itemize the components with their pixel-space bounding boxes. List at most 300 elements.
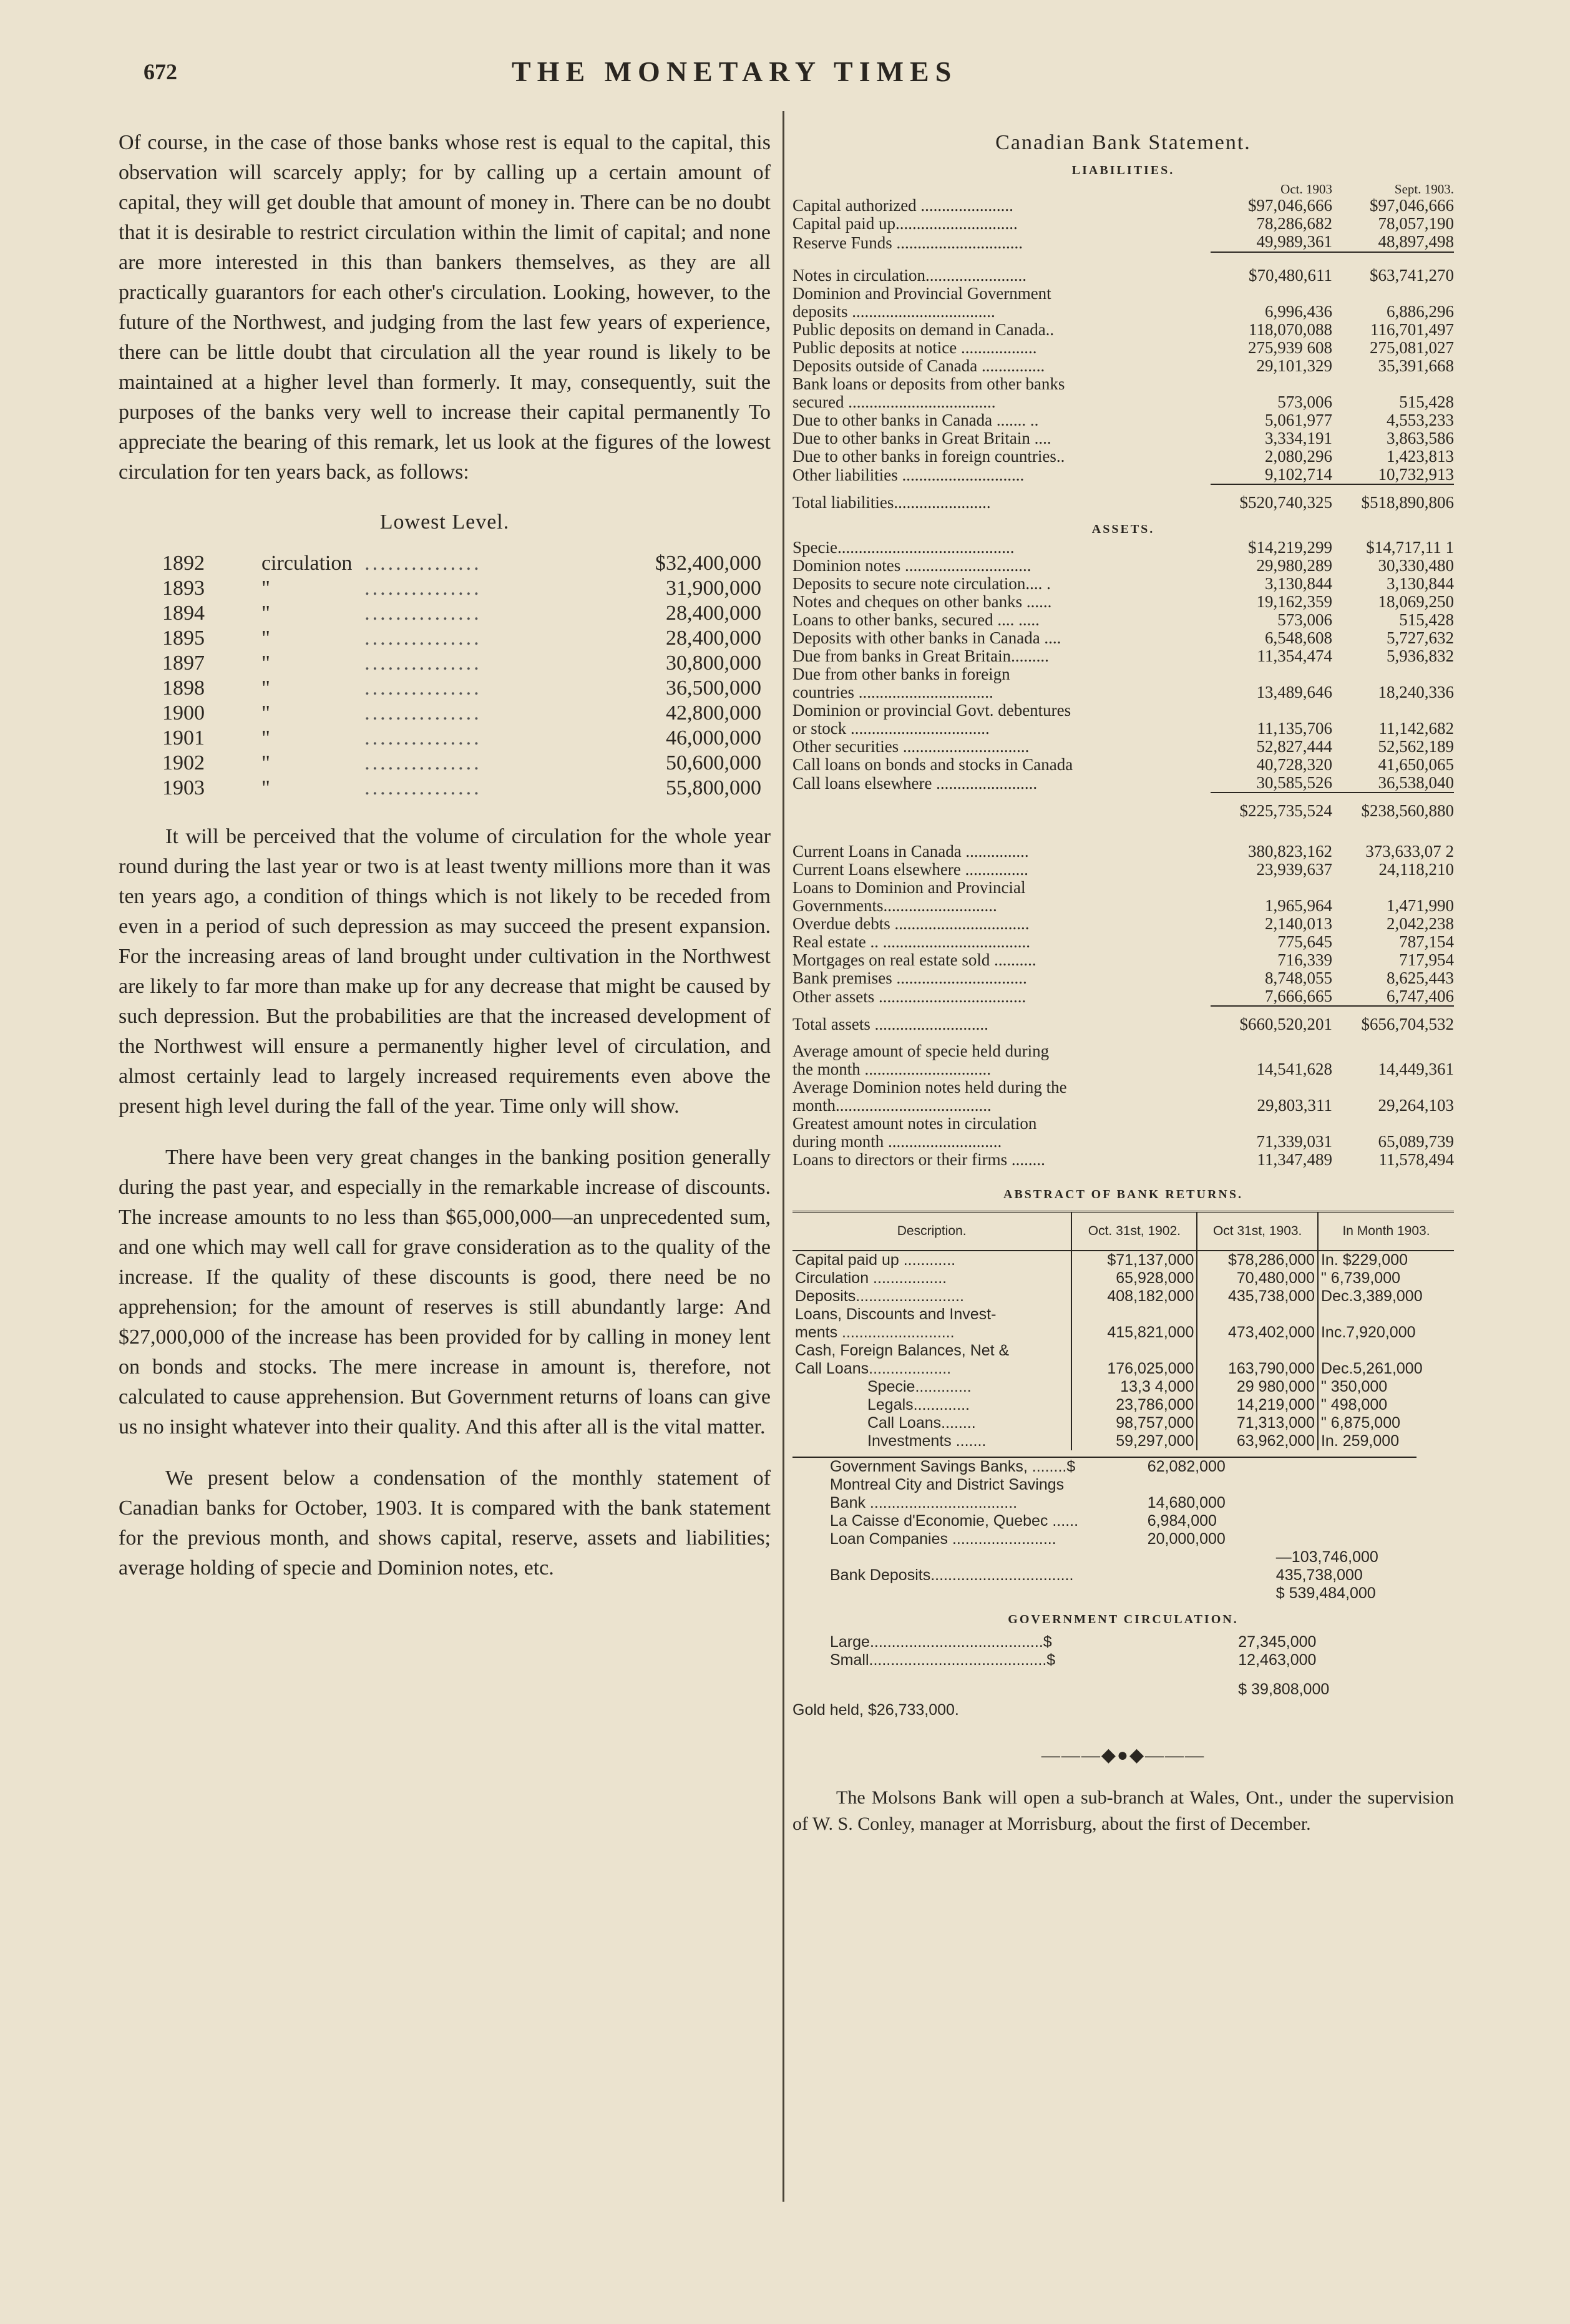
- sept-value: 6,886,296: [1387, 302, 1454, 321]
- sept-value: 29,264,103: [1378, 1096, 1454, 1115]
- sept-value: [1332, 879, 1454, 897]
- statement-row: [792, 629, 1454, 647]
- description-cell: Current Loans in Canada ...............: [792, 842, 1029, 861]
- description-cell: deposits ..................................: [792, 302, 995, 321]
- amount-cell: 27,345,000: [1238, 1633, 1317, 1651]
- subtotal-sept: $238,560,880: [1332, 793, 1454, 829]
- total-cell: —103,746,000: [1275, 1548, 1378, 1566]
- sept-value: 11,142,682: [1378, 719, 1454, 738]
- total-cell: 435,738,000: [1275, 1566, 1363, 1584]
- blank-cell: [1332, 1078, 1454, 1096]
- oct-value: 29,101,329: [1256, 356, 1332, 375]
- oct-value: [1211, 879, 1332, 897]
- abstract-table: [792, 1211, 1454, 1450]
- description-cell: Overdue debts ................................: [792, 914, 1030, 933]
- amount-cell: 55,800,000: [666, 776, 761, 799]
- oct-1902-value: 59,297,000: [1071, 1432, 1197, 1450]
- description-cell: Loans, Discounts and Invest-: [795, 1306, 997, 1323]
- in-month-value: Inc.7,920,000: [1318, 1324, 1454, 1342]
- sept-value: 52,562,189: [1378, 737, 1454, 756]
- description-cell: Bank loans or deposits from other banks: [792, 374, 1065, 393]
- spacer-row: [792, 253, 1454, 266]
- page-number: 672: [144, 59, 177, 84]
- lowest-level-row: [162, 651, 761, 676]
- amount-cell: 42,800,000: [666, 701, 761, 725]
- statement-row: [792, 321, 1454, 339]
- sept-value: 4,553,233: [1387, 411, 1454, 429]
- sept-value: 10,732,913: [1378, 465, 1454, 484]
- oct-value: $520,740,325: [1211, 484, 1332, 520]
- label-cell: ": [261, 751, 270, 774]
- oct-value: 118,070,088: [1249, 320, 1332, 339]
- savings-table: [792, 1457, 1416, 1603]
- abstract-row: [792, 1396, 1454, 1414]
- statement-row: [792, 447, 1454, 466]
- description-cell: Due to other banks in Great Britain ....: [792, 429, 1051, 447]
- oct-value: [1211, 285, 1332, 303]
- sept-value: 5,727,632: [1387, 628, 1454, 647]
- rule-cell: [1211, 252, 1332, 253]
- sept-value: 5,936,832: [1387, 647, 1454, 665]
- description-cell: Greatest amount notes in circulation: [792, 1114, 1037, 1133]
- label-cell: ": [261, 577, 270, 600]
- description-cell: Other securities ..............................: [792, 737, 1030, 756]
- sept-value: 36,538,040: [1378, 773, 1454, 792]
- savings-row: [792, 1548, 1416, 1566]
- average-row-line2: [792, 1060, 1454, 1078]
- oct-1903-value: 14,219,000: [1197, 1396, 1318, 1414]
- blank-cell: [1211, 1042, 1332, 1060]
- amount-cell: [1148, 1548, 1276, 1566]
- description-cell: Mortgages on real estate sold ..........: [792, 950, 1036, 969]
- oct-1902-value: 13,3 4,000: [1071, 1378, 1197, 1396]
- oct-value: 275,939 608: [1248, 338, 1332, 357]
- oct-value: 380,823,162: [1248, 842, 1332, 861]
- lowest-level-row: [162, 751, 761, 776]
- oct-1902-value: [1071, 1306, 1197, 1324]
- page-header: [144, 55, 1348, 99]
- amount-cell: 12,463,000: [1238, 1651, 1317, 1669]
- amount-cell: $32,400,000: [655, 552, 761, 575]
- sept-value: 11,578,494: [1378, 1150, 1454, 1169]
- blank-cell: [1332, 1042, 1454, 1060]
- description-cell: during month ...........................: [792, 1132, 1002, 1151]
- oct-value: 573,006: [1277, 393, 1332, 411]
- amount-cell: 50,600,000: [666, 751, 761, 774]
- description-cell: Bank ..................................: [830, 1494, 1018, 1511]
- year-cell: 1895: [162, 627, 205, 650]
- left-column: [119, 128, 771, 1583]
- oct-value: $660,520,201: [1211, 1006, 1332, 1042]
- description-cell: countries ................................: [792, 683, 993, 701]
- description-cell: [792, 1548, 1148, 1566]
- lowest-level-row: [162, 576, 761, 601]
- oct-1902-value: 98,757,000: [1071, 1414, 1197, 1432]
- statement-row: [792, 987, 1454, 1006]
- amount-cell: 6,984,000: [1147, 1512, 1217, 1530]
- leader-dots: ...............: [364, 701, 482, 725]
- statement-row: [792, 933, 1454, 951]
- oct-value: 716,339: [1277, 950, 1332, 969]
- average-row-line2: [792, 1096, 1454, 1115]
- abstract-header: Oct 31st, 1903.: [1197, 1212, 1318, 1251]
- description-cell: Reserve Funds ..............................: [792, 233, 1023, 252]
- description-cell: Total assets ...........................: [792, 1015, 988, 1033]
- label-cell: ": [261, 676, 270, 700]
- sept-value: [1332, 285, 1454, 303]
- sept-value: [1332, 665, 1454, 683]
- savings-row: [792, 1476, 1416, 1494]
- label-cell: ": [261, 602, 270, 625]
- in-month-value: Dec.5,261,000: [1318, 1360, 1454, 1378]
- amount-cell: 31,900,000: [666, 577, 761, 600]
- amount-cell: [1148, 1476, 1276, 1494]
- description-cell: Dominion or provincial Govt. debentures: [792, 701, 1071, 720]
- oct-value: 9,102,714: [1265, 465, 1332, 484]
- description-cell: or stock .................................: [792, 719, 990, 738]
- molsons-bank-notice: The Molsons Bank will open a sub-branch at Wales, Ont., under the supervision of W. S. Conley, manager at Morrisburg, about the first of December.: [792, 1787, 1454, 1834]
- in-month-value: " 6,875,000: [1318, 1414, 1454, 1432]
- description-cell: Other assets ...................................: [792, 987, 1026, 1006]
- in-month-value: [1318, 1342, 1454, 1360]
- oct-value: 6,548,608: [1265, 628, 1332, 647]
- total-liabilities-row: [792, 484, 1454, 520]
- statement-row: [792, 429, 1454, 447]
- sept-value: 515,428: [1399, 610, 1454, 629]
- oct-1902-value: 65,928,000: [1071, 1269, 1197, 1287]
- description-cell: Due to other banks in Canada ....... ..: [792, 411, 1039, 429]
- abstract-row: [792, 1287, 1454, 1306]
- sept-value: 14,449,361: [1378, 1060, 1454, 1078]
- rule-cell: [1332, 252, 1454, 253]
- abstract-header: Description.: [792, 1212, 1071, 1251]
- abstract-row: [792, 1324, 1454, 1342]
- description-cell: La Caisse d'Economie, Quebec ......: [830, 1512, 1079, 1530]
- abstract-header: Oct. 31st, 1902.: [1071, 1212, 1197, 1251]
- government-circulation-total: $ 39,808,000: [1238, 1681, 1330, 1698]
- oct-value: 8,748,055: [1265, 969, 1332, 987]
- average-row-line1: [792, 1042, 1454, 1060]
- oct-1903-value: 163,790,000: [1197, 1360, 1318, 1378]
- savings-row: [792, 1512, 1416, 1530]
- blank-cell: [792, 793, 1211, 829]
- col-sept-1903: Sept. 1903.: [1394, 182, 1454, 197]
- description-cell: Loan Companies ........................: [830, 1530, 1056, 1548]
- oct-1903-value: 70,480,000: [1197, 1269, 1318, 1287]
- in-month-value: [1318, 1306, 1454, 1324]
- amount-cell: 46,000,000: [666, 726, 761, 749]
- description-cell: Governments...........................: [792, 896, 997, 915]
- label-cell: ": [261, 776, 270, 799]
- description-cell: Average Dominion notes held during the: [792, 1078, 1067, 1096]
- year-cell: 1902: [162, 751, 205, 774]
- statement-row: [792, 611, 1454, 629]
- sept-value: 116,701,497: [1370, 320, 1454, 339]
- sept-value: $63,741,270: [1370, 266, 1454, 285]
- right-column: [792, 131, 1454, 1837]
- total-cell: [1276, 1476, 1416, 1494]
- description-cell: Deposits.........................: [795, 1287, 964, 1305]
- abstract-row: [792, 1342, 1454, 1360]
- sept-value: 30,330,480: [1378, 556, 1454, 575]
- year-cell: 1903: [162, 776, 205, 799]
- oct-value: 775,645: [1277, 932, 1332, 951]
- sept-value: 41,650,065: [1378, 755, 1454, 774]
- subtotal-oct: $225,735,524: [1211, 793, 1332, 829]
- year-cell: 1900: [162, 701, 205, 725]
- average-row-line2: [792, 1133, 1454, 1151]
- leader-dots: ...............: [364, 577, 482, 600]
- oct-value: 11,347,489: [1257, 1150, 1332, 1169]
- sept-value: 3,863,586: [1387, 429, 1454, 447]
- oct-value: 11,354,474: [1257, 647, 1332, 665]
- directors-loans-row: [792, 1151, 1454, 1169]
- oct-value: 6,996,436: [1265, 302, 1332, 321]
- statement-row: [792, 393, 1454, 411]
- statement-row: [792, 539, 1454, 557]
- oct-1902-value: 415,821,000: [1071, 1324, 1197, 1342]
- label-cell: ": [261, 701, 270, 725]
- paragraph-2: It will be perceived that the volume of circulation for the whole year round during the last year or two is at least twenty millions more than it was ten years ago, a condition of things which is not likely to be receded from even in a period of such depression as may succeed the present expansion. For the increasing areas of land brought under cultivation in the Northwest are likely to far more than make up for any decrease that might be caused by such depression. But the probabilities are that the increased development of the Northwest will ensure a permanently higher level of circulation, and almost certainly lead to largely increased requirements even above the present high level during the fall of the year. Time only will show.: [119, 825, 771, 1118]
- oct-value: 7,666,665: [1265, 987, 1332, 1005]
- description-cell: Due from banks in Great Britain.........: [792, 647, 1049, 665]
- average-row-line1: [792, 1078, 1454, 1096]
- description-cell: Dominion and Provincial Government: [792, 284, 1051, 303]
- in-month-value: " 350,000: [1318, 1378, 1454, 1396]
- description-cell: Dominion notes ..............................: [792, 556, 1031, 575]
- description-cell: Capital authorized ......................: [792, 196, 1013, 215]
- sept-value: $656,704,532: [1332, 1006, 1454, 1042]
- label-cell: ": [261, 726, 270, 749]
- statement-row: [792, 593, 1454, 611]
- statement-row: [792, 774, 1454, 793]
- statement-row: [792, 375, 1454, 393]
- in-month-value: In. 259,000: [1318, 1432, 1454, 1450]
- oct-value: 19,162,359: [1256, 592, 1332, 611]
- oct-1903-value: 63,962,000: [1197, 1432, 1318, 1450]
- sept-value: [1332, 375, 1454, 393]
- assets-subtotal-row: [792, 793, 1454, 829]
- abstract-row: [792, 1251, 1454, 1269]
- statement-row: [792, 339, 1454, 357]
- blank-cell: [792, 1669, 1238, 1699]
- sept-value: $14,717,11 1: [1366, 538, 1454, 557]
- assets-heading: ASSETS.: [1091, 522, 1155, 536]
- statement-row: [792, 411, 1454, 429]
- column-rule: [783, 111, 784, 2202]
- total-cell: [1276, 1530, 1416, 1548]
- leader-dots: ...............: [364, 726, 482, 749]
- assets-heading-row: [792, 520, 1454, 539]
- total-cell: [1276, 1457, 1416, 1476]
- liabilities-heading: LIABILITIES.: [1071, 164, 1175, 177]
- description-cell: Montreal City and District Savings: [830, 1476, 1065, 1493]
- oct-value: 49,989,361: [1256, 232, 1332, 251]
- spacer-cell: [792, 253, 1211, 266]
- oct-value: 2,080,296: [1265, 447, 1332, 466]
- sept-value: 18,069,250: [1378, 592, 1454, 611]
- leader-dots: ...............: [364, 652, 482, 675]
- description-cell: secured ...................................: [792, 393, 996, 411]
- description-cell: Deposits to secure note circulation.... .: [792, 574, 1051, 593]
- description-cell: Due to other banks in foreign countries..: [792, 447, 1065, 466]
- government-circulation-table: [792, 1633, 1416, 1699]
- lowest-level-row: [162, 551, 761, 576]
- statement-row: [792, 969, 1454, 987]
- description-cell: Investments .......: [867, 1432, 987, 1450]
- abstract-header: In Month 1903.: [1318, 1212, 1454, 1251]
- year-cell: 1898: [162, 676, 205, 700]
- leader-dots: ...............: [364, 552, 482, 575]
- oct-value: 2,140,013: [1265, 914, 1332, 933]
- statement-row: [792, 197, 1454, 215]
- amount-cell: [1148, 1566, 1276, 1584]
- description-cell: Notes and cheques on other banks ......: [792, 592, 1052, 611]
- description-cell: Bank premises ...............................: [792, 969, 1027, 987]
- abstract-row: [792, 1378, 1454, 1396]
- amount-cell: 28,400,000: [666, 602, 761, 625]
- description-cell: Specie.............: [867, 1378, 972, 1395]
- oct-value: 29,980,289: [1256, 556, 1332, 575]
- leader-dots: ...............: [364, 751, 482, 774]
- sept-value: 24,118,210: [1378, 860, 1454, 879]
- sept-value: 48,897,498: [1378, 232, 1454, 251]
- statement-row: [792, 879, 1454, 897]
- oct-value: 78,286,682: [1256, 214, 1332, 233]
- sept-value: $518,890,806: [1332, 484, 1454, 520]
- oct-1902-value: 176,025,000: [1071, 1360, 1197, 1378]
- total-cell: $ 539,484,000: [1275, 1584, 1376, 1602]
- leader-dots: ...............: [364, 602, 482, 625]
- statement-row: [792, 720, 1454, 738]
- oct-value: 3,130,844: [1265, 574, 1332, 593]
- lowest-level-row: [162, 601, 761, 626]
- statement-row: [792, 285, 1454, 303]
- description-cell: Call loans on bonds and stocks in Canada: [792, 755, 1073, 774]
- government-circulation-title: GOVERNMENT CIRCULATION.: [1008, 1613, 1239, 1626]
- amount-cell: 36,500,000: [666, 676, 761, 700]
- oct-value: $70,480,611: [1249, 266, 1332, 285]
- lowest-level-row: [162, 701, 761, 726]
- description-cell: Current Loans elsewhere ...............: [792, 860, 1028, 879]
- total-assets-row: [792, 1006, 1454, 1042]
- sept-value: 6,747,406: [1387, 987, 1454, 1005]
- label-cell: ": [261, 627, 270, 650]
- amount-cell: 62,082,000: [1147, 1458, 1226, 1475]
- abstract-title: ABSTRACT OF BANK RETURNS.: [1003, 1188, 1243, 1201]
- statement-row: [792, 303, 1454, 321]
- oct-value: $97,046,666: [1248, 196, 1332, 215]
- description-cell: ments ..........................: [795, 1324, 955, 1341]
- description-cell: Specie..........................................: [792, 538, 1015, 557]
- total-cell: [1276, 1494, 1416, 1512]
- oct-value: [1211, 701, 1332, 720]
- lowest-level-table: [162, 551, 761, 801]
- year-cell: 1901: [162, 726, 205, 749]
- year-cell: 1894: [162, 602, 205, 625]
- statement-row: [792, 647, 1454, 665]
- lowest-level-row: [162, 776, 761, 801]
- oct-value: $14,219,299: [1248, 538, 1332, 557]
- abstract-row: [792, 1269, 1454, 1287]
- average-row-line1: [792, 1115, 1454, 1133]
- spacer-row: [792, 829, 1454, 842]
- oct-1903-value: 473,402,000: [1197, 1324, 1318, 1342]
- sept-value: 373,633,07 2: [1365, 842, 1454, 861]
- statement-row: [792, 215, 1454, 233]
- statement-row: [792, 665, 1454, 683]
- blank-cell: [1211, 1115, 1332, 1133]
- oct-value: 29,803,311: [1257, 1096, 1332, 1115]
- oct-1903-value: 71,313,000: [1197, 1414, 1318, 1432]
- lowest-level-row: [162, 626, 761, 651]
- sept-value: $97,046,666: [1370, 196, 1454, 215]
- amount-cell: 20,000,000: [1147, 1530, 1226, 1548]
- oct-value: [1211, 665, 1332, 683]
- savings-row: [792, 1530, 1416, 1548]
- oct-value: 14,541,628: [1256, 1060, 1332, 1078]
- sept-value: 8,625,443: [1387, 969, 1454, 987]
- lowest-level-row: [162, 676, 761, 701]
- paragraph-3: There have been very great changes in the banking position generally during the past year, and especially in the remarkable increase of discounts. The increase amounts to no less than $65,000,000—an unprecedented sum, and one which may well call for grave consideration as to the quality of the increase. If the quality of these discounts is good, there need be no apprehension; for the amount of reserves is still abundantly large: And $27,000,000 of the increase has been provided for by calling in money lent on bonds and stocks. The mere increase in amount is, therefore, not calculated to cause apprehension. But Government returns of loans can give us no insight whatever into their quality. And this after all is the vital matter.: [119, 1146, 771, 1438]
- sept-value: 1,471,990: [1387, 896, 1454, 915]
- description-cell: Loans to directors or their firms ........: [792, 1150, 1045, 1169]
- statement-row: [792, 756, 1454, 774]
- statement-row: [792, 466, 1454, 484]
- description-cell: Small.........................................$: [830, 1651, 1056, 1669]
- abstract-row: [792, 1360, 1454, 1378]
- blank-cell: [1332, 1115, 1454, 1133]
- in-month-value: Dec.3,389,000: [1318, 1287, 1454, 1306]
- spacer-cell: [792, 829, 1211, 842]
- sept-value: 787,154: [1399, 932, 1454, 951]
- statement-row: [792, 266, 1454, 285]
- savings-row: [792, 1584, 1416, 1603]
- statement-row: [792, 575, 1454, 593]
- description-cell: Capital paid up ............: [795, 1251, 956, 1269]
- description-cell: Loans to Dominion and Provincial: [792, 878, 1026, 897]
- description-cell: [792, 1584, 1148, 1603]
- year-cell: 1893: [162, 577, 205, 600]
- total-cell: [1276, 1512, 1416, 1530]
- oct-value: 30,585,526: [1256, 773, 1332, 792]
- label-cell: circulation: [261, 552, 353, 575]
- amount-cell: [1148, 1584, 1276, 1603]
- description-cell: Large........................................$: [830, 1633, 1052, 1651]
- description-cell: Loans to other banks, secured .... .....: [792, 610, 1040, 629]
- masthead: THE MONETARY TIMES: [512, 56, 958, 87]
- in-month-value: " 6,739,000: [1318, 1269, 1454, 1287]
- description-cell: Average amount of specie held during: [792, 1042, 1050, 1060]
- government-circulation-row: [792, 1651, 1416, 1669]
- oct-value: 13,489,646: [1256, 683, 1332, 701]
- description-cell: month.....................................: [792, 1096, 992, 1115]
- abstract-row: [792, 1306, 1454, 1324]
- oct-1903-value: [1197, 1342, 1318, 1360]
- statement-row: [792, 701, 1454, 720]
- description-cell: Due from other banks in foreign: [792, 665, 1010, 683]
- description-cell: Call loans elsewhere ........................: [792, 774, 1038, 793]
- sept-value: 717,954: [1399, 950, 1454, 969]
- statement-row: [792, 233, 1454, 252]
- oct-value: 5,061,977: [1265, 411, 1332, 429]
- oct-value: [1211, 375, 1332, 393]
- description-cell: Call Loans........: [867, 1414, 976, 1432]
- description-cell: Capital paid up.............................: [792, 214, 1018, 233]
- sept-value: [1332, 701, 1454, 720]
- oct-value: 71,339,031: [1256, 1132, 1332, 1151]
- oct-1903-value: 29 980,000: [1197, 1378, 1318, 1396]
